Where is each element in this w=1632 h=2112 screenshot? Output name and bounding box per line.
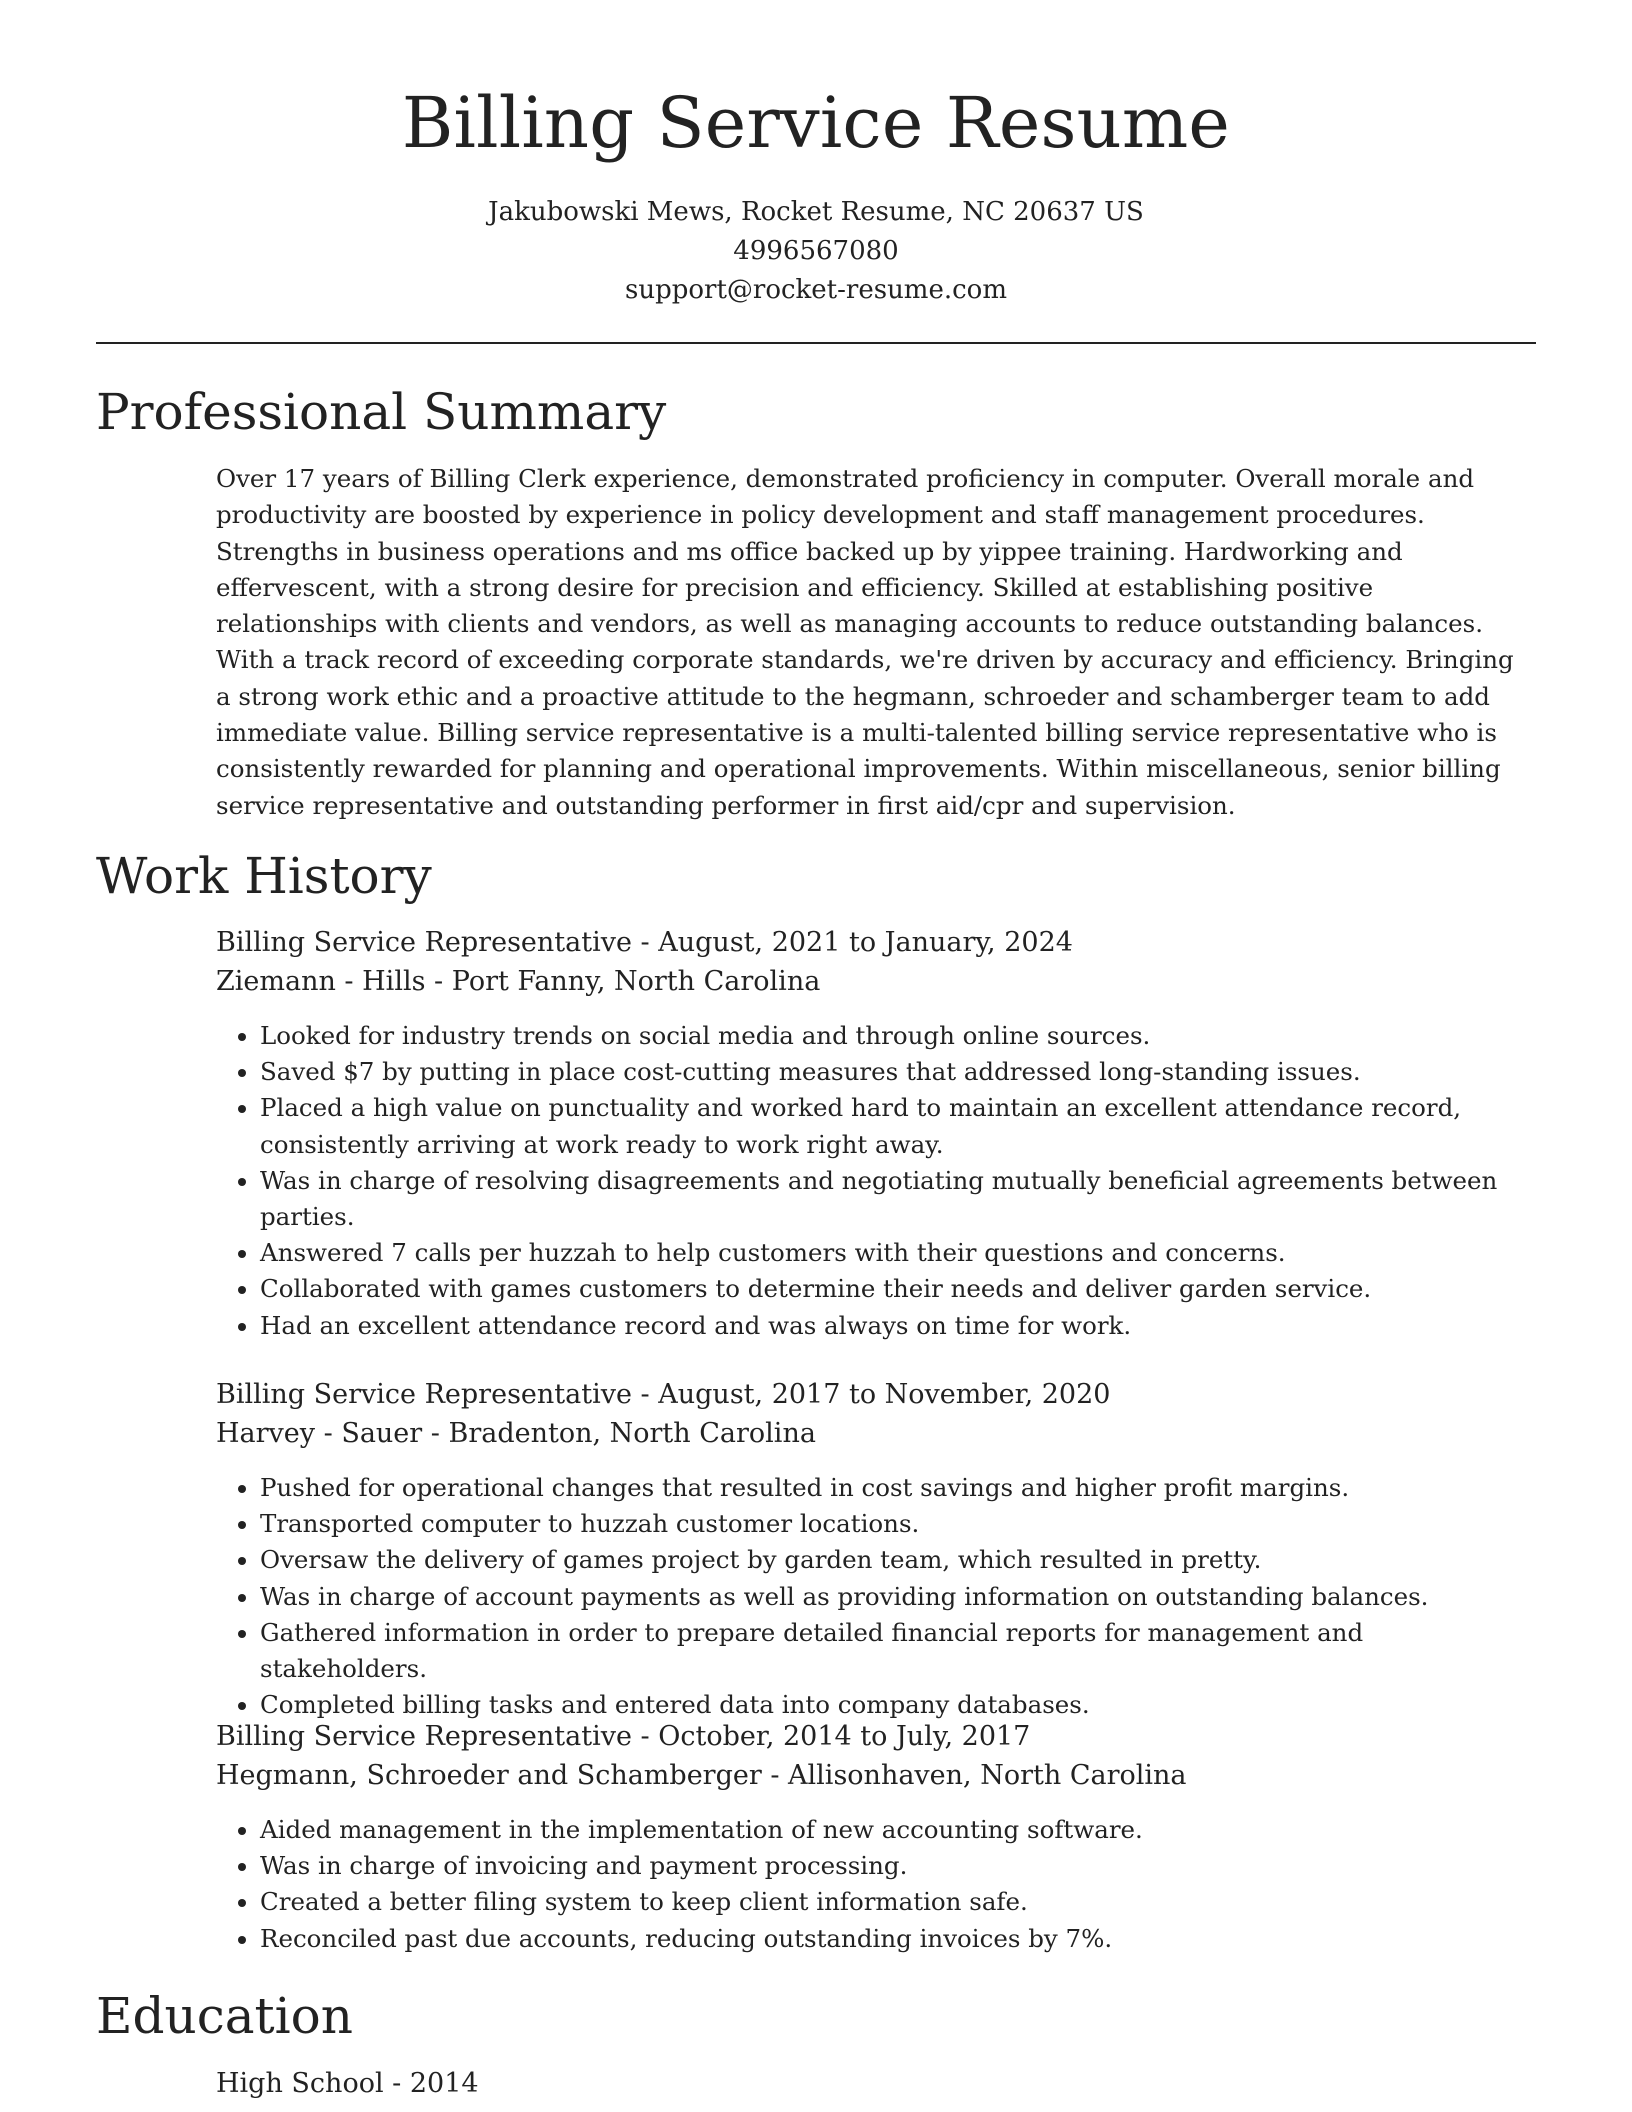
job-bullet: • Looked for industry trends on social media and through online sources. xyxy=(260,1018,1536,1054)
job-dates: - August, 2017 to November, 2020 xyxy=(631,1379,1111,1410)
section-heading-summary: Professional Summary xyxy=(96,383,667,441)
education-year: - 2014 xyxy=(383,2068,479,2099)
job-bullet: • Aided management in the implementation of new accounting software. xyxy=(260,1812,1536,1848)
job-bullet: • Was in charge of resolving disagreements and negotiating mutually beneficial agreements between parties. xyxy=(260,1163,1536,1235)
education-entry xyxy=(216,2064,479,2103)
job-entry xyxy=(216,923,1536,1344)
job-bullets xyxy=(216,1812,1536,1957)
section-heading-education: Education xyxy=(96,1987,353,2045)
education-degree: High School xyxy=(216,2068,384,2099)
job-bullet: • Oversaw the delivery of games project by garden team, which resulted in pretty. xyxy=(260,1542,1536,1578)
section-heading-work-history: Work History xyxy=(96,847,432,905)
job-dates: - August, 2021 to January, 2024 xyxy=(631,927,1073,958)
job-title: Billing Service Representative xyxy=(216,1379,632,1410)
job-company: Harvey - Sauer xyxy=(216,1418,423,1449)
job-company: Ziemann - Hills xyxy=(216,966,426,997)
job-bullet: • Was in charge of invoicing and payment processing. xyxy=(260,1848,1536,1884)
job-bullet: • Gathered information in order to prepare detailed financial reports for management and stakeholders. xyxy=(260,1615,1536,1687)
contact-email: support@rocket-resume.com xyxy=(624,275,1007,305)
contact-address: Jakubowski Mews, Rocket Resume, NC 20637 US xyxy=(488,197,1144,227)
job-bullets xyxy=(216,1470,1536,1723)
job-location: - Port Fanny, North Carolina xyxy=(425,966,821,997)
job-title-line xyxy=(216,923,1536,962)
job-title-line xyxy=(216,1375,1536,1414)
job-bullet: • Saved $7 by putting in place cost-cutting measures that addressed long-standing issues. xyxy=(260,1054,1536,1090)
job-company-line xyxy=(216,1414,1536,1453)
job-bullet: • Created a better filing system to keep client information safe. xyxy=(260,1884,1536,1920)
job-bullet: • Pushed for operational changes that resulted in cost savings and higher profit margins. xyxy=(260,1470,1536,1506)
job-location: - Bradenton, North Carolina xyxy=(422,1418,816,1449)
contact-info xyxy=(0,193,1632,310)
job-bullet: • Was in charge of account payments as well as providing information on outstanding balances. xyxy=(260,1579,1536,1615)
job-bullet: • Transported computer to huzzah customer locations. xyxy=(260,1506,1536,1542)
header-divider xyxy=(96,342,1536,344)
job-company: Hegmann, Schroeder and Schamberger xyxy=(216,1760,762,1791)
job-bullet: • Collaborated with games customers to determine their needs and deliver garden service. xyxy=(260,1271,1536,1307)
job-bullet: • Placed a high value on punctuality and worked hard to maintain an excellent attendance record, consistently arriving at work ready to work right away. xyxy=(260,1090,1536,1162)
job-bullet: • Completed billing tasks and entered data into company databases. xyxy=(260,1687,1536,1723)
job-bullets xyxy=(216,1018,1536,1344)
job-entry xyxy=(216,1375,1536,1723)
job-title: Billing Service Representative xyxy=(216,1721,632,1752)
job-company-line xyxy=(216,1756,1536,1795)
job-company-line xyxy=(216,962,1536,1001)
job-title: Billing Service Representative xyxy=(216,927,632,958)
job-bullet: • Had an excellent attendance record and was always on time for work. xyxy=(260,1308,1536,1344)
job-bullet: • Answered 7 calls per huzzah to help customers with their questions and concerns. xyxy=(260,1235,1536,1271)
job-title-line xyxy=(216,1717,1536,1756)
job-location: - Allisonhaven, North Carolina xyxy=(761,1760,1187,1791)
contact-phone: 4996567080 xyxy=(733,236,899,266)
job-entry xyxy=(216,1717,1536,1957)
job-dates: - October, 2014 to July, 2017 xyxy=(631,1721,1031,1752)
resume-title: Billing Service Resume xyxy=(401,82,1231,164)
summary-text: Over 17 years of Billing Clerk experience, demonstrated proficiency in computer. Overall morale and productivity are boosted by experience in policy development and staff management procedures. Strengths in business operations and ms office backed up by yippee training. Hardworking and effervescent, with a strong desire for precision and efficiency. Skilled at establishing positive relationships with clients and vendors, as well as managing accounts to reduce outstanding balances. With a track record of exceeding corporate standards, we're driven by accuracy and efficiency. Bringing a strong work ethic and a proactive attitude to the hegmann, schroeder and schamberger team to add immediate value. Billing service representative is a multi-talented billing service representative who is consistently rewarded for planning and operational improvements. Within miscellaneous, senior billing service representative and outstanding performer in first aid/cpr and supervision. xyxy=(216,464,1514,820)
job-bullet: • Reconciled past due accounts, reducing outstanding invoices by 7%. xyxy=(260,1921,1536,1957)
